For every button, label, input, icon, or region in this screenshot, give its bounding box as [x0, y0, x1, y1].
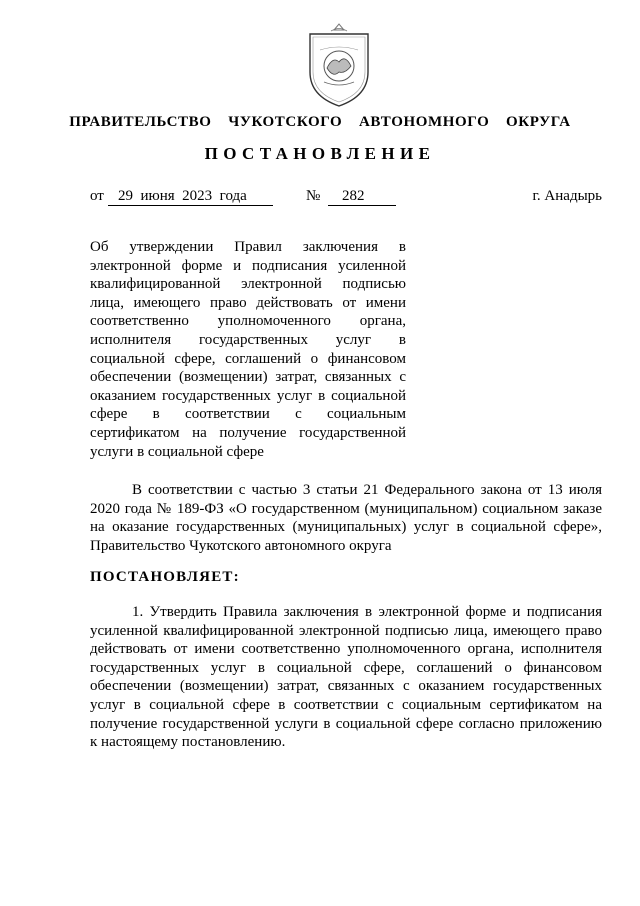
date-prefix: от — [90, 188, 104, 204]
document-number: 282 — [328, 188, 396, 206]
government-title: ПРАВИТЕЛЬСТВО ЧУКОТСКОГО АВТОНОМНОГО ОКРУГА — [69, 114, 571, 130]
preamble-paragraph: В соответствии с частью 3 статьи 21 Федерального закона от 13 июля 2020 года № 189-ФЗ «О государственном (муниципальном) социальном заказе на оказание государственных (муниципальных) услуг в социальной сфере», Правительство Чукотского автономного округа — [90, 482, 602, 554]
document-type-title: ПОСТАНОВЛЕНИЕ — [204, 144, 436, 163]
number-sign: № — [306, 188, 321, 204]
city-name: г. Анадырь — [532, 188, 602, 204]
chukotka-coat-of-arms-icon — [302, 22, 376, 108]
document-meta-row — [90, 188, 602, 210]
resolve-heading: ПОСТАНОВЛЯЕТ: — [90, 569, 240, 585]
resolution-item-1: 1. Утвердить Правила заключения в электронной форме и подписания усиленной квалифицированной электронной подписью лица, имеющего право действовать от имени соответственно уполномоченного органа, исполнителя государственных услуг в социальной сфере, соглашений о финансовом обеспечении (возмещении) затрат, связанных с оказанием государственных услуг в социальной сфере в соответствии с социальным сертификатом на получение государственной услуги в социальной сфере согласно приложению к настоящему постановлению. — [90, 604, 602, 751]
document-subject: Об утверждении Правил заключения в электронной форме и подписания усиленной квалифицированной электронной подписью лица, имеющего право действовать от имени соответственно уполномоченного органа, исполнителя государственных услуг в социальной сфере, соглашений о финансовом обеспечении (возмещении) затрат, связанных с оказанием государственных услуг в социальной сфере в соответствии с социальным сертификатом на получение государственной услуги в социальной сфере — [90, 239, 406, 460]
document-date: 29 июня 2023 года — [108, 188, 273, 206]
